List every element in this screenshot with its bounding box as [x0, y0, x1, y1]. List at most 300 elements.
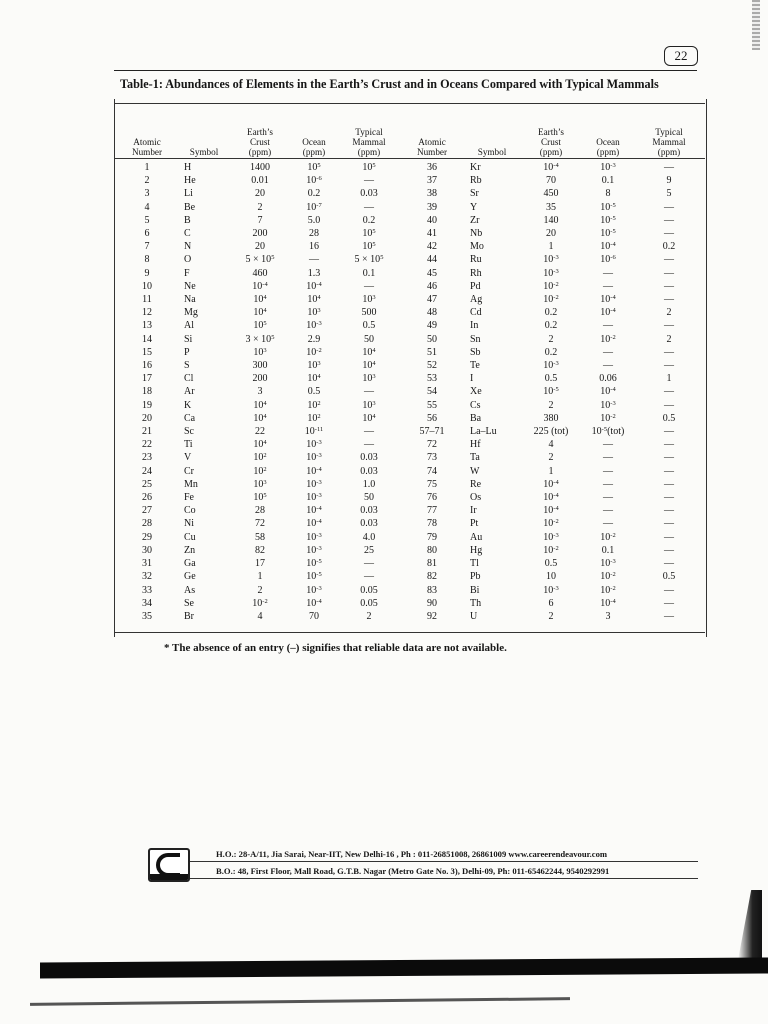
table-row [116, 557, 704, 570]
table-cell: $10^4$ [253, 412, 267, 424]
table-cell: 2 [548, 333, 554, 345]
table-cell: U [470, 610, 478, 622]
table-row [116, 584, 704, 597]
table-cell: 12 [142, 307, 152, 319]
table-cell: K [184, 399, 192, 411]
table-cell: 2 [366, 610, 372, 622]
table-row [116, 465, 704, 478]
table-cell: 27 [142, 505, 152, 517]
table-cell: — [664, 267, 674, 279]
column-header: Symbol [477, 147, 507, 157]
table-cell: $10^5$ [362, 241, 376, 253]
table-cell: 28 [255, 505, 265, 517]
table-cell: $10^5$ [362, 162, 376, 173]
table-row [116, 306, 704, 319]
table-cell: Sn [470, 333, 481, 345]
table-cell: Cd [470, 307, 482, 319]
table-cell: 56 [427, 412, 437, 424]
table-cell: Cu [184, 531, 196, 543]
table-cell: 40 [427, 214, 437, 226]
table-cell: 25 [142, 478, 152, 490]
table-cell: 35 [142, 610, 152, 622]
scan-edge-artifact [752, 0, 760, 50]
table-cell: 0.2 [544, 320, 558, 332]
table-cell: 2.9 [307, 333, 321, 345]
table-cell: $10^{-2}$ [543, 294, 559, 306]
table-cell: — [664, 584, 674, 596]
table-cell: $10^{-2}$ [600, 531, 616, 543]
table-cell: — [664, 320, 674, 332]
table-cell: 54 [427, 386, 437, 398]
table-row [116, 293, 704, 306]
table-cell: 3 [605, 610, 611, 622]
table-cell: Br [184, 610, 194, 622]
table-cell: 37 [427, 175, 437, 187]
table-cell: Pd [470, 280, 481, 292]
table-cell: $10^{-5}$ [600, 201, 616, 213]
scan-spine-artifact [738, 890, 762, 960]
table-cell: 30 [142, 544, 152, 556]
table-row [116, 267, 704, 280]
table-row [116, 385, 704, 398]
table-cell: $5 \times 10^5$ [354, 254, 384, 266]
table-cell: 70 [546, 175, 556, 187]
table-cell: 0.03 [360, 518, 378, 530]
table-cell: $10^{-4}$ [306, 505, 322, 517]
table-cell: Zr [470, 214, 480, 226]
table-cell: — [364, 386, 374, 398]
table-cell: $10^{-7}$ [306, 201, 322, 213]
table-cell: $10^{-4}$ [306, 597, 322, 609]
table-cell: $10^{-4}$ [252, 280, 268, 292]
table-cell: — [603, 360, 613, 372]
table-cell: $10^{-3}$ [600, 399, 616, 411]
table-cell: 82 [427, 571, 437, 583]
column-header: Typical Mammal (ppm) [352, 127, 386, 157]
table-cell: $10^{-3}$ [306, 531, 322, 543]
table-cell: 200 [252, 228, 268, 240]
table-cell: $10^3$ [307, 307, 321, 319]
table-cell: 50 [364, 492, 374, 504]
table-cell: $10^{-4}$ [306, 465, 322, 477]
table-cell: 21 [142, 426, 152, 438]
table-cell: $10^{-2}$ [306, 346, 322, 358]
table-row [116, 174, 704, 187]
table-cell: 5 [144, 214, 150, 226]
table-cell: In [470, 320, 479, 332]
table-cell: Au [470, 531, 483, 543]
table-cell: — [603, 478, 613, 490]
column-header: Symbol [189, 147, 219, 157]
table-cell: 73 [427, 452, 437, 464]
table-cell: 1 [666, 373, 672, 385]
table-cell: Al [184, 320, 194, 332]
table-cell: Be [184, 201, 196, 213]
table-cell: 16 [309, 241, 319, 253]
table-cell: $10^4$ [253, 307, 267, 319]
table-cell: $10^{-2}$ [543, 280, 559, 292]
table-cell: 2 [548, 452, 554, 464]
header-rule [114, 70, 697, 71]
table-cell: $10^{-4}$ [543, 478, 559, 490]
table-row [116, 425, 704, 438]
table-cell: Mn [184, 478, 198, 490]
table-row [116, 240, 704, 253]
table-cell: $10^{-6}$ [306, 175, 322, 187]
table-cell: 81 [427, 558, 437, 570]
table-cell: Ne [184, 280, 196, 292]
table-cell: 23 [142, 452, 152, 464]
table-cell: 19 [142, 399, 152, 411]
table-cell: Re [470, 478, 482, 490]
table-cell: 79 [427, 531, 437, 543]
table-cell: 1 [548, 465, 554, 477]
table-cell: 20 [142, 412, 152, 424]
table-cell: 24 [142, 465, 152, 477]
table-cell: $10^{-2}$ [600, 571, 616, 583]
table-cell: 2 [548, 610, 554, 622]
table-cell: 20 [255, 241, 265, 253]
table-cell: $10^{-3}$ [543, 584, 559, 596]
table-cell: 50 [427, 333, 437, 345]
table-cell: Ni [184, 518, 194, 530]
table-cell: 500 [361, 307, 377, 319]
table-cell: Ar [184, 386, 195, 398]
table-cell: Cr [184, 465, 194, 477]
column-header: Atomic Number [131, 137, 163, 157]
table-cell: 0.1 [601, 544, 615, 556]
table-row [116, 319, 704, 332]
table-cell: V [184, 452, 192, 464]
table-cell: Nb [470, 228, 483, 240]
table-cell: Cl [184, 373, 194, 385]
table-cell: 1 [257, 571, 263, 583]
table-cell: Pb [470, 571, 481, 583]
table-row [116, 597, 704, 610]
table-cell: C [184, 228, 191, 240]
table-cell: 5 [666, 188, 672, 200]
table-cell: — [364, 426, 374, 438]
table-cell: Ir [470, 505, 477, 517]
table-cell: — [664, 346, 674, 358]
table-cell: 52 [427, 360, 437, 372]
table-row [116, 438, 704, 451]
table-cell: 4 [144, 201, 150, 213]
table-cell: — [664, 531, 674, 543]
table-cell: 83 [427, 584, 437, 596]
abundance-table [116, 113, 704, 623]
table-cell: Kr [470, 162, 481, 173]
table-cell: $10^{-4}$ [543, 505, 559, 517]
table-cell: $10^4$ [307, 294, 321, 306]
table-cell: 0.03 [360, 465, 378, 477]
table-cell: La–Lu [470, 426, 497, 438]
table-cell: 7 [144, 241, 150, 253]
table-cell: Si [184, 333, 193, 345]
table-cell: 25 [364, 544, 374, 556]
table-cell: Ru [470, 254, 482, 266]
table-cell: As [184, 584, 196, 596]
column-header: Ocean (ppm) [596, 137, 620, 157]
table-cell: Co [184, 505, 196, 517]
table-cell: $10^{-4}$ [600, 386, 616, 398]
table-cell: I [470, 373, 474, 385]
table-cell: 28 [309, 228, 319, 240]
table-cell: Te [470, 360, 480, 372]
table-row [116, 333, 704, 346]
table-cell: $10^{-4}$ [600, 294, 616, 306]
table-cell: 17 [255, 558, 265, 570]
table-cell: $10^{-3}$ [306, 320, 322, 332]
table-cell: $10^{-3}$ [600, 558, 616, 570]
table-cell: 18 [142, 386, 152, 398]
table-cell: 0.03 [360, 505, 378, 517]
table-cell: $10^{-3}$ [306, 452, 322, 464]
table-cell: N [184, 241, 192, 253]
table-row [116, 478, 704, 491]
table-cell: — [364, 558, 374, 570]
table-row [116, 451, 704, 464]
table-cell: $10^{-3}$ [306, 478, 322, 490]
table-row [116, 280, 704, 293]
table-cell: — [664, 399, 674, 411]
table-row [116, 531, 704, 544]
table-cell: 5.0 [307, 214, 321, 226]
table-cell: 0.5 [544, 558, 558, 570]
table-row [116, 214, 704, 227]
table-cell: — [603, 518, 613, 530]
table-cell: $10^{-3}$ [543, 531, 559, 543]
table-cell: $10^{-5}(tot)$ [591, 426, 625, 438]
table-cell: 0.05 [360, 597, 378, 609]
table-cell: — [664, 452, 674, 464]
table-cell: — [364, 439, 374, 451]
table-cell: Sb [470, 346, 481, 358]
table-cell: 57–71 [419, 426, 445, 438]
table-cell: $10^{-5}$ [306, 558, 322, 570]
table-cell: 28 [142, 518, 152, 530]
table-cell: $10^{-4}$ [600, 241, 616, 253]
table-row [116, 491, 704, 504]
table-cell: 0.5 [544, 373, 558, 385]
table-cell: 9 [666, 175, 672, 187]
table-cell: W [470, 465, 480, 477]
table-cell: $10^{-3}$ [543, 254, 559, 266]
table-title: Table-1: Abundances of Elements in the Earth’s Crust and in Oceans Compared with Typical Mammals [120, 77, 659, 91]
table-cell: 2 [666, 307, 672, 319]
table-cell: B [184, 214, 191, 226]
table-row [116, 412, 704, 425]
table-cell: 4.0 [362, 531, 376, 543]
table-cell: — [664, 386, 674, 398]
table-cell: 38 [427, 188, 437, 200]
table-cell: 74 [427, 465, 437, 477]
table-cell: 2 [666, 333, 672, 345]
table-cell: 34 [142, 597, 152, 609]
table-cell: S [184, 360, 190, 372]
table-cell: 29 [142, 531, 152, 543]
table-cell: Ga [184, 558, 196, 570]
table-cell: 0.1 [601, 175, 615, 187]
table-cell: — [664, 610, 674, 622]
table-cell: — [664, 294, 674, 306]
table-cell: Cs [470, 399, 481, 411]
table-cell: 3 [257, 386, 263, 398]
table-cell: O [184, 254, 192, 266]
table-cell: Ba [470, 412, 482, 424]
table-cell: $10^4$ [253, 294, 267, 306]
table-cell: — [664, 162, 674, 173]
table-cell: $10^{-5}$ [543, 386, 559, 398]
table-cell: — [664, 360, 674, 372]
table-cell: 80 [427, 544, 437, 556]
table-cell: Xe [470, 386, 482, 398]
table-cell: $10^{-4}$ [600, 307, 616, 319]
table-cell: — [603, 452, 613, 464]
table-cell: — [603, 492, 613, 504]
table-cell: 0.2 [362, 214, 376, 226]
table-cell: 33 [142, 584, 152, 596]
table-cell: — [603, 267, 613, 279]
table-row [116, 201, 704, 214]
table-cell: $10^{-5}$ [600, 228, 616, 240]
table-cell: Sr [470, 188, 479, 200]
table-cell: 46 [427, 280, 437, 292]
table-cell: $10^{-4}$ [306, 280, 322, 292]
table-cell: $10^4$ [253, 399, 267, 411]
table-cell: 6 [144, 228, 150, 240]
table-cell: 31 [142, 558, 152, 570]
table-cell: 42 [427, 241, 437, 253]
table-cell: 0.2 [544, 346, 558, 358]
table-cell: Se [184, 597, 194, 609]
table-cell: — [664, 254, 674, 266]
table-cell: 44 [427, 254, 437, 266]
table-cell: 58 [255, 531, 265, 543]
table-cell: 48 [427, 307, 437, 319]
table-cell: Ca [184, 412, 196, 424]
table-row [116, 187, 704, 200]
table-cell: — [664, 228, 674, 240]
table-cell: — [603, 505, 613, 517]
footer-rule [190, 861, 698, 862]
table-cell: — [664, 280, 674, 292]
table-cell: 50 [364, 333, 374, 345]
table-cell: — [664, 505, 674, 517]
table-cell: Li [184, 188, 193, 200]
table-cell: $10^{-5}$ [306, 571, 322, 583]
table-cell: — [664, 214, 674, 226]
table-cell: H [184, 162, 192, 173]
table-cell: 1.3 [307, 267, 321, 279]
table-cell: $10^{-4}$ [543, 492, 559, 504]
table-row [116, 610, 704, 623]
table-cell: 4 [548, 439, 554, 451]
publisher-logo-icon [148, 848, 190, 882]
table-cell: 16 [142, 360, 152, 372]
table-cell: Zn [184, 544, 196, 556]
table-cell: $10^{-2}$ [600, 333, 616, 345]
column-header: Earth’s Crust (ppm) [246, 127, 274, 157]
table-cell: — [664, 597, 674, 609]
table-cell: 41 [427, 228, 437, 240]
table-cell: 39 [427, 201, 437, 213]
table-header-row [116, 113, 704, 161]
table-cell: $5 \times 10^5$ [245, 254, 275, 266]
table-cell: 75 [427, 478, 437, 490]
table-cell: 0.2 [544, 307, 558, 319]
table-cell: 450 [543, 188, 559, 200]
page-number: 22 [664, 46, 698, 66]
table-cell: $10^{-5}$ [600, 214, 616, 226]
table-cell: 0.2 [307, 188, 321, 200]
table-top-rule [114, 103, 705, 104]
table-cell: 72 [255, 518, 265, 530]
table-cell: 45 [427, 267, 437, 279]
table-cell: Bi [470, 584, 480, 596]
table-cell: 22 [142, 439, 152, 451]
table-cell: 2 [257, 201, 263, 213]
table-cell: 10 [142, 280, 152, 292]
table-cell: 36 [427, 162, 437, 173]
table-cell: $10^3$ [253, 478, 267, 490]
table-row [116, 399, 704, 412]
table-cell: — [364, 571, 374, 583]
scan-line-artifact [30, 997, 570, 1006]
table-cell: — [364, 175, 374, 187]
table-cell: $10^3$ [362, 294, 376, 306]
table-cell: 76 [427, 492, 437, 504]
table-cell: 47 [427, 294, 437, 306]
table-cell: — [364, 201, 374, 213]
table-cell: Hf [470, 439, 481, 451]
table-cell: 3 [144, 188, 150, 200]
table-cell: $10^{-2}$ [543, 544, 559, 556]
table-cell: 35 [546, 201, 556, 213]
table-cell: Ta [470, 452, 480, 464]
table-cell: 2 [144, 175, 150, 187]
table-cell: 90 [427, 597, 437, 609]
table-cell: Y [470, 201, 478, 213]
table-cell: $10^{-2}$ [600, 584, 616, 596]
table-cell: 22 [255, 426, 265, 438]
table-cell: — [603, 346, 613, 358]
table-cell: $10^{-4}$ [543, 162, 559, 173]
table-cell: — [664, 465, 674, 477]
table-cell: 53 [427, 373, 437, 385]
table-cell: — [664, 558, 674, 570]
table-cell: — [664, 426, 674, 438]
table-cell: $10^{-4}$ [600, 597, 616, 609]
table-cell: Th [470, 597, 482, 609]
table-cell: $10^3$ [362, 373, 376, 385]
table-cell: 77 [427, 505, 437, 517]
table-cell: 300 [252, 360, 268, 372]
table-cell: — [664, 478, 674, 490]
scan-bar-artifact [40, 957, 768, 978]
table-row [116, 544, 704, 557]
footnote: * The absence of an entry (–) signifies that reliable data are not available. [164, 642, 507, 654]
table-cell: — [603, 320, 613, 332]
table-cell: 0.2 [662, 241, 676, 253]
table-cell: $10^{-3}$ [306, 544, 322, 556]
table-cell: $10^4$ [362, 346, 376, 358]
table-cell: $10^{-6}$ [600, 254, 616, 266]
table-cell: 14 [142, 333, 152, 345]
table-cell: 10 [546, 571, 556, 583]
table-cell: 460 [252, 267, 268, 279]
table-cell: 140 [543, 214, 559, 226]
